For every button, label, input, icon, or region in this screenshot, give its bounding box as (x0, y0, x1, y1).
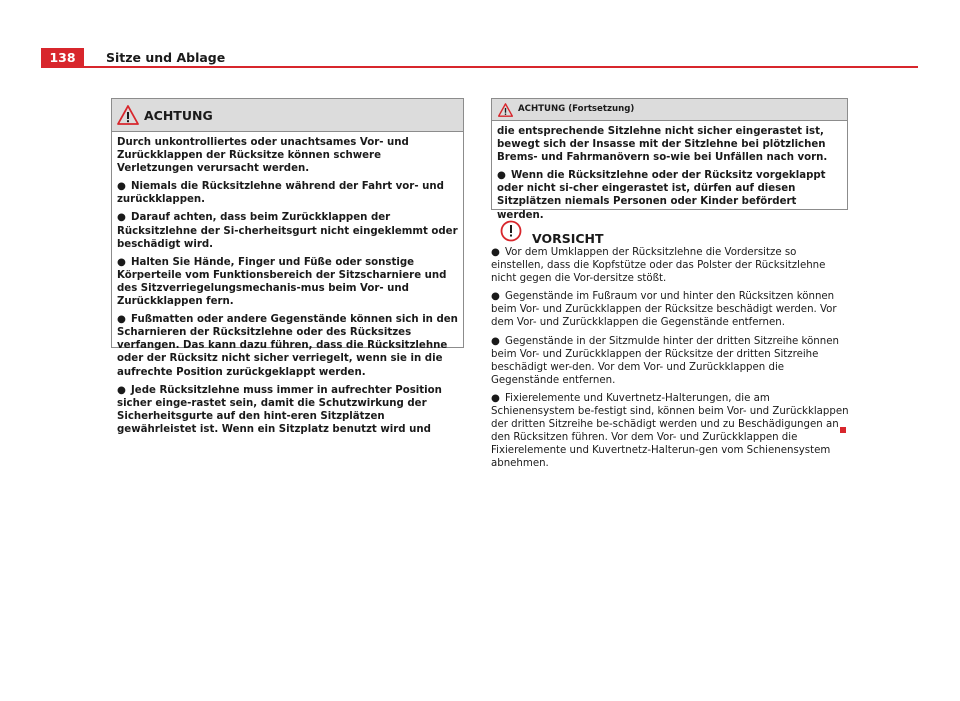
list-item: ● Vor dem Umklappen der Rücksitzlehne die Vordersitze so einstellen, dass die Kopfstütze oder das Polster der Rücksitzlehne nicht gegen die Vor-dersitze stößt. (491, 247, 826, 285)
list-item: ● Gegenstände im Fußraum vor und hinter den Rücksitzen können beim Vor- und Zurückklappen der Rücksitze beschädigt werden. Vor dem Vor- und Zurückklappen die Gegenstände entfernen. (491, 291, 837, 329)
list-item: ● Niemals die Rücksitzlehne während der Fahrt vor- und zurückklappen. (117, 181, 444, 206)
warning-continued-body (492, 121, 847, 222)
warning-box-title: ACHTUNG (144, 108, 213, 123)
warning-triangle-icon (117, 105, 139, 125)
warning-intro: Durch unkontrolliertes oder unachtsames Vor- und Zurückklappen der Rücksitze können schwere Verletzungen verursacht werden. (117, 137, 409, 175)
warning-continued-title: ACHTUNG (Fortsetzung) (518, 104, 635, 114)
list-item: ● Fixierelemente und Kuvertnetz-Halterungen, die am Schienensystem be-festigt sind, können beim Vor- und Zurückklappen der dritten Sitzreihe be-schädigt werden und zu Beschädigungen an den Rücksitzen führen. Vor dem Vor- und Zurückklappen die Fixierelemente und Kuvertnetz-Halterun-gen vom Schienensystem abnehmen. (491, 392, 849, 470)
list-item: ● Jede Rücksitzlehne muss immer in aufrechter Position sicher einge-rastet sein, damit die Schutzwirkung der Sicherheitsgurte auf den hint-eren Sitzplätzen gewährleistet ist. Wenn ein Sitzplatz benutzt wird und (117, 384, 442, 435)
page-number: 138 (41, 48, 84, 67)
list-item: ● Halten Sie Hände, Finger und Füße oder sonstige Körperteile vom Funktionsbereich der Sitzscharniere und des Sitzverriegelungsmechanis-mus beim Vor- und Zurückklappen fern. (117, 256, 447, 308)
list-item: ● Darauf achten, dass beim Zurückklappen der Rücksitzlehne der Si-cherheitsgurt nicht eingeklemmt oder beschädigt wird. (117, 212, 458, 250)
warning-box (111, 98, 464, 435)
caution-exclamation-icon (500, 220, 522, 242)
warning-triangle-icon (498, 103, 513, 117)
warning-continued-header (492, 99, 847, 121)
list-item: ● Gegenstände in der Sitzmulde hinter der dritten Sitzreihe können beim Vor- und Zurückklappen der Rücksitze der dritten Sitzreihe beschädigt wer-den. Vor dem Vor- und Zurückklappen die Gegenstände entfernen. (491, 335, 839, 386)
list-item: ● Fußmatten oder andere Gegenstände können sich in den Scharnieren der Rücksitzlehne oder des Rücksitzes verfangen. Das kann dazu führen, dass die Rücksitzlehne oder der Rücksitz nicht sicher verriegelt, wenn sie in die aufrechte Position zurückgeklappt werden. (117, 314, 458, 378)
caution-body (491, 246, 849, 476)
list-item: ● Wenn die Rücksitzlehne oder der Rücksitz vorgeklappt oder nicht si-cher eingerastet ist, dürfen auf diesen Sitzplätzen niemals Personen oder Kinder befördert werden. (497, 170, 826, 221)
warning-box-body (112, 132, 463, 436)
warning-box-header (112, 99, 463, 132)
section-title: Sitze und Ablage (106, 50, 226, 65)
warning-continued-box (491, 98, 848, 221)
warning-continued-intro: die entsprechende Sitzlehne nicht sicher eingerastet ist, bewegt sich der Insasse mit der Sitzlehne bei plötzlichen Brems- und Fahrmanövern so-wie bei Unfällen nach vorn. (497, 126, 828, 164)
header-rule (41, 66, 918, 68)
caution-title: VORSICHT (532, 231, 604, 246)
section-end-marker (840, 427, 846, 433)
